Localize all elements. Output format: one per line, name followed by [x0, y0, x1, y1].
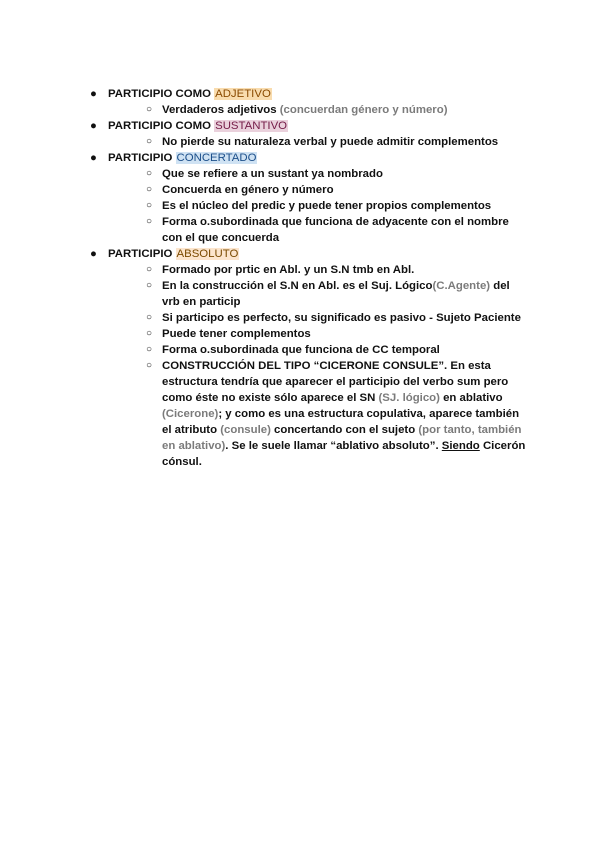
list-item — [108, 326, 530, 342]
item-note: (C.Agente) — [432, 280, 491, 292]
item-text: Es el núcleo del predic y puede tener propios complementos — [162, 200, 492, 212]
list-item — [108, 198, 530, 214]
item-text: concertando con el sujeto — [270, 424, 419, 436]
highlight-concertado: CONCERTADO — [176, 152, 257, 164]
item-note: (SJ. lógico) — [378, 392, 440, 404]
highlight-adjetivo: ADJETIVO — [215, 88, 271, 100]
item-note: (concuerdan género y número) — [279, 104, 448, 116]
bullet-disc: ● — [90, 248, 97, 260]
bullet-disc: ● — [90, 120, 97, 132]
bullet-circle: ○ — [146, 184, 153, 195]
section-prefix: PARTICIPIO — [108, 152, 176, 164]
bullet-circle: ○ — [146, 216, 153, 227]
list-item — [108, 102, 530, 118]
item-note: (consule) — [220, 424, 271, 436]
bullet-circle: ○ — [146, 344, 153, 355]
bullet-circle: ○ — [146, 200, 153, 211]
list-item — [108, 342, 530, 358]
item-text: No pierde su naturaleza verbal y puede admitir complementos — [162, 136, 499, 148]
item-text: Cicerón cónsul. — [162, 440, 526, 468]
item-text: Forma o.subordinada que funciona de CC temporal — [162, 344, 440, 356]
section-prefix: PARTICIPIO COMO — [108, 120, 215, 132]
bullet-circle: ○ — [146, 280, 153, 291]
list-item — [108, 278, 530, 310]
item-text: en ablativo — [439, 392, 503, 404]
item-text: del vrb en particip — [162, 280, 510, 308]
bullet-circle: ○ — [146, 168, 153, 179]
list-item — [108, 214, 530, 246]
highlight-sustantivo: SUSTANTIVO — [215, 120, 288, 132]
list-item — [108, 310, 530, 326]
bullet-circle: ○ — [146, 136, 153, 147]
bullet-circle: ○ — [146, 104, 153, 115]
item-text: Que se refiere a un sustant ya nombrado — [162, 168, 383, 180]
list-item — [108, 166, 530, 182]
list-item — [108, 358, 530, 470]
section-sustantivo — [90, 118, 530, 150]
item-text: En la construcción el S.N en Abl. es el Suj. Lógico — [162, 280, 433, 292]
item-text: Si participo es perfecto, su significado es pasivo - Sujeto Paciente — [162, 312, 521, 324]
bullet-circle: ○ — [146, 360, 153, 371]
list-item — [108, 262, 530, 278]
item-note: (Cicerone) — [162, 408, 219, 420]
section-prefix: PARTICIPIO COMO — [108, 88, 215, 100]
sublist-concertado — [108, 166, 530, 246]
list-item — [108, 182, 530, 198]
section-absoluto — [90, 246, 530, 470]
bullet-disc: ● — [90, 88, 97, 100]
section-concertado — [90, 150, 530, 246]
bullet-circle: ○ — [146, 328, 153, 339]
item-text: Puede tener complementos — [162, 328, 311, 340]
bullet-circle: ○ — [146, 312, 153, 323]
sublist-adjetivo — [108, 102, 530, 118]
item-text: Formado por prtic en Abl. y un S.N tmb en Abl. — [162, 264, 415, 276]
item-text: Verdaderos adjetivos — [162, 104, 280, 116]
document-content — [90, 86, 530, 470]
item-text: ; y como es una estructura copulativa, aparece también el atributo — [162, 408, 520, 436]
item-text: . Se le suele llamar “ablativo absoluto”. — [225, 440, 442, 452]
sublist-absoluto — [108, 262, 530, 470]
list-item — [108, 134, 530, 150]
item-note: (por tanto, también en ablativo) — [162, 424, 522, 452]
item-text: Forma o.subordinada que funciona de adyacente con el nombre con el que concuerda — [162, 216, 509, 244]
section-prefix: PARTICIPIO — [108, 248, 176, 260]
bullet-circle: ○ — [146, 264, 153, 275]
item-text: CONSTRUCCIÓN DEL TIPO “CICERONE CONSULE”. En esta estructura tendría que aparecer el participio del verbo sum pero como éste no existe sólo aparece el SN — [162, 360, 509, 404]
highlight-absoluto: ABSOLUTO — [176, 248, 239, 260]
section-adjetivo — [90, 86, 530, 118]
item-text: Concuerda en género y número — [162, 184, 334, 196]
outline-list — [90, 86, 530, 470]
sublist-sustantivo — [108, 134, 530, 150]
bullet-disc: ● — [90, 152, 97, 164]
underlined-text: Siendo — [441, 440, 480, 452]
